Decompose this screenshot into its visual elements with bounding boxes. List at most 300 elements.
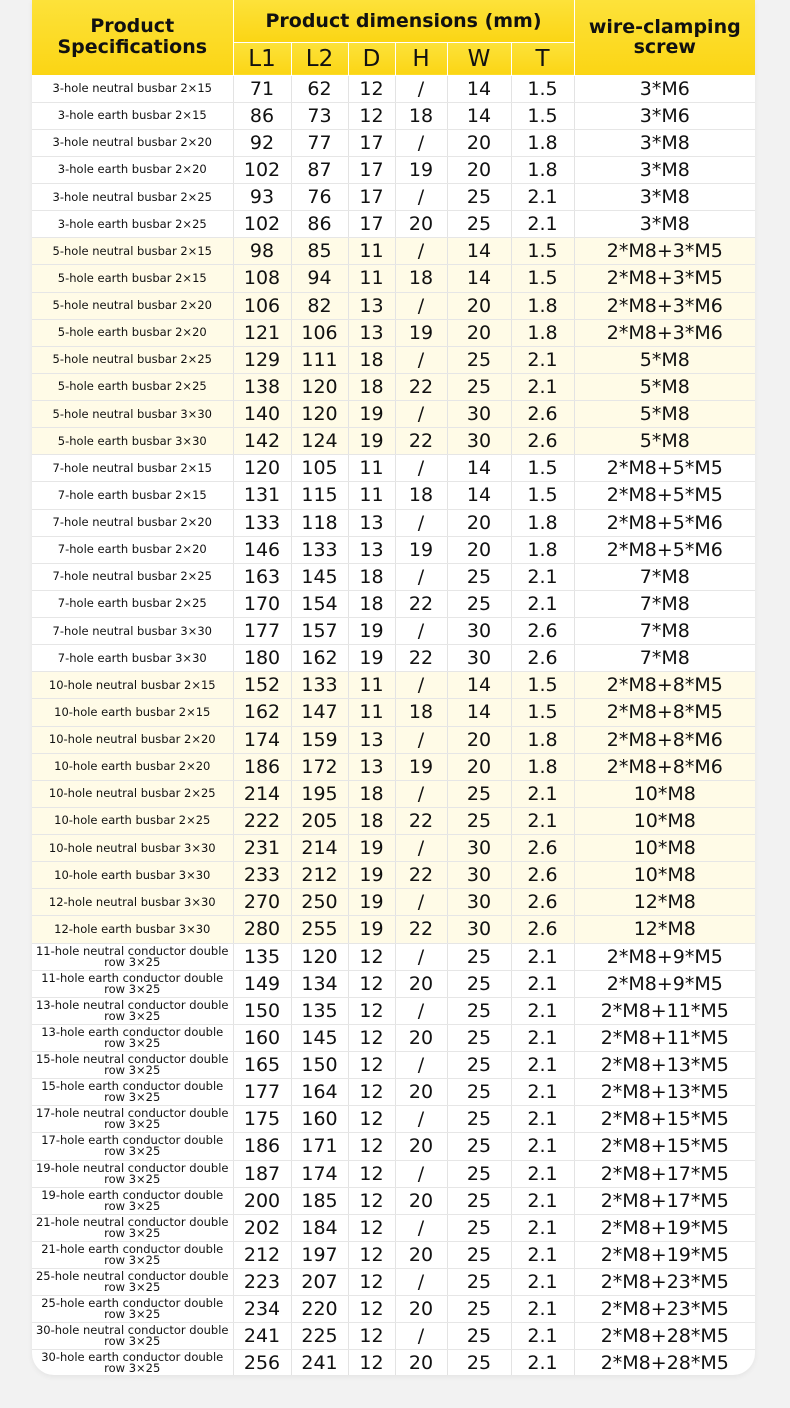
w-cell: 30 (447, 618, 511, 645)
t-cell: 2.6 (511, 645, 574, 672)
d-cell: 12 (348, 1187, 395, 1214)
t-cell: 1.8 (511, 129, 574, 156)
table-row (32, 672, 755, 699)
spec-cell: 12-hole earth busbar 3×30 (32, 916, 233, 943)
t-cell: 2.1 (511, 1350, 574, 1375)
spec-cell: 3-hole earth busbar 2×20 (32, 156, 233, 183)
spec-cell: 13-hole neutral conductor double row 3×25 (32, 997, 233, 1024)
t-cell: 2.1 (511, 1079, 574, 1106)
w-cell: 20 (447, 319, 511, 346)
l1-cell: 280 (233, 916, 291, 943)
t-cell: 2.1 (511, 1133, 574, 1160)
d-cell: 19 (348, 889, 395, 916)
w-cell: 14 (447, 238, 511, 265)
t-cell: 2.1 (511, 943, 574, 970)
spec-cell: 17-hole neutral conductor double row 3×25 (32, 1106, 233, 1133)
t-cell: 1.5 (511, 265, 574, 292)
screw-cell: 3*M6 (574, 102, 755, 129)
spec-cell: 21-hole neutral conductor double row 3×25 (32, 1214, 233, 1241)
dimensions-group-header: Product dimensions (mm) (233, 0, 574, 42)
h-cell: / (395, 184, 447, 211)
t-cell: 2.1 (511, 1269, 574, 1296)
h-cell: / (395, 943, 447, 970)
spec-cell: 5-hole earth busbar 2×20 (32, 319, 233, 346)
d-cell: 13 (348, 292, 395, 319)
d-cell: 12 (348, 970, 395, 997)
t-cell: 2.6 (511, 428, 574, 455)
table-row (32, 455, 755, 482)
w-cell: 25 (447, 1133, 511, 1160)
l2-cell: 118 (291, 509, 348, 536)
spec-cell: 21-hole earth conductor double row 3×25 (32, 1241, 233, 1268)
spec-cell: 7-hole earth busbar 3×30 (32, 645, 233, 672)
h-cell: 22 (395, 645, 447, 672)
w-cell: 25 (447, 1187, 511, 1214)
h-cell: / (395, 618, 447, 645)
h-cell: / (395, 726, 447, 753)
d-cell: 12 (348, 1296, 395, 1323)
l1-cell: 120 (233, 455, 291, 482)
d-cell: 11 (348, 699, 395, 726)
screw-column-header: wire-clamping screw (574, 0, 755, 75)
l1-cell: 200 (233, 1187, 291, 1214)
l2-cell: 154 (291, 590, 348, 617)
table-row (32, 346, 755, 373)
h-cell: / (395, 238, 447, 265)
h-cell: / (395, 563, 447, 590)
d-cell: 12 (348, 1350, 395, 1375)
l2-cell: 145 (291, 1024, 348, 1051)
w-cell: 14 (447, 75, 511, 102)
t-cell: 1.5 (511, 75, 574, 102)
l1-cell: 102 (233, 211, 291, 238)
h-cell: 18 (395, 482, 447, 509)
l1-cell: 135 (233, 943, 291, 970)
d-cell: 11 (348, 238, 395, 265)
d-cell: 12 (348, 1106, 395, 1133)
spec-cell: 17-hole earth conductor double row 3×25 (32, 1133, 233, 1160)
l2-cell: 207 (291, 1269, 348, 1296)
l1-cell: 241 (233, 1323, 291, 1350)
spec-column-header: Product Specifications (32, 0, 233, 75)
screw-cell: 3*M8 (574, 184, 755, 211)
spec-cell: 10-hole neutral busbar 2×15 (32, 672, 233, 699)
h-cell: 20 (395, 1241, 447, 1268)
l2-cell: 241 (291, 1350, 348, 1375)
l2-cell: 135 (291, 997, 348, 1024)
d-cell: 13 (348, 319, 395, 346)
l2-cell: 164 (291, 1079, 348, 1106)
t-cell: 2.6 (511, 835, 574, 862)
w-cell: 20 (447, 536, 511, 563)
column-header-w: W (447, 42, 511, 75)
screw-cell: 12*M8 (574, 889, 755, 916)
t-cell: 2.1 (511, 780, 574, 807)
l1-cell: 222 (233, 807, 291, 834)
screw-cell: 2*M8+19*M5 (574, 1214, 755, 1241)
table-row (32, 1160, 755, 1187)
h-cell: 18 (395, 102, 447, 129)
d-cell: 19 (348, 835, 395, 862)
screw-cell: 5*M8 (574, 373, 755, 400)
table-row (32, 184, 755, 211)
d-cell: 19 (348, 916, 395, 943)
h-cell: 20 (395, 1350, 447, 1375)
t-cell: 2.1 (511, 1241, 574, 1268)
h-cell: / (395, 75, 447, 102)
l2-cell: 73 (291, 102, 348, 129)
l1-cell: 175 (233, 1106, 291, 1133)
h-cell: / (395, 509, 447, 536)
l2-cell: 212 (291, 862, 348, 889)
spec-cell: 11-hole neutral conductor double row 3×25 (32, 943, 233, 970)
table-row (32, 1241, 755, 1268)
t-cell: 2.6 (511, 916, 574, 943)
l1-cell: 108 (233, 265, 291, 292)
w-cell: 25 (447, 970, 511, 997)
d-cell: 17 (348, 129, 395, 156)
l1-cell: 142 (233, 428, 291, 455)
l1-cell: 106 (233, 292, 291, 319)
spec-cell: 7-hole earth busbar 2×15 (32, 482, 233, 509)
l1-cell: 129 (233, 346, 291, 373)
w-cell: 14 (447, 265, 511, 292)
l2-cell: 134 (291, 970, 348, 997)
l2-cell: 174 (291, 1160, 348, 1187)
w-cell: 25 (447, 1323, 511, 1350)
w-cell: 30 (447, 916, 511, 943)
h-cell: 20 (395, 1187, 447, 1214)
l2-cell: 85 (291, 238, 348, 265)
screw-cell: 2*M8+3*M5 (574, 265, 755, 292)
h-cell: 20 (395, 970, 447, 997)
w-cell: 25 (447, 1024, 511, 1051)
table-row (32, 563, 755, 590)
screw-cell: 2*M8+8*M5 (574, 672, 755, 699)
table-row (32, 102, 755, 129)
l2-cell: 82 (291, 292, 348, 319)
w-cell: 25 (447, 590, 511, 617)
d-cell: 12 (348, 1024, 395, 1051)
d-cell: 12 (348, 943, 395, 970)
l2-cell: 171 (291, 1133, 348, 1160)
w-cell: 30 (447, 835, 511, 862)
l1-cell: 212 (233, 1241, 291, 1268)
w-cell: 25 (447, 563, 511, 590)
t-cell: 2.1 (511, 373, 574, 400)
l2-cell: 150 (291, 1052, 348, 1079)
l1-cell: 71 (233, 75, 291, 102)
spec-cell: 3-hole neutral busbar 2×20 (32, 129, 233, 156)
table-row (32, 970, 755, 997)
l1-cell: 186 (233, 753, 291, 780)
w-cell: 25 (447, 373, 511, 400)
screw-cell: 7*M8 (574, 618, 755, 645)
spec-table-card (32, 0, 755, 1375)
l2-cell: 172 (291, 753, 348, 780)
table-row (32, 482, 755, 509)
spec-cell: 7-hole earth busbar 2×25 (32, 590, 233, 617)
column-header-t: T (511, 42, 574, 75)
l1-cell: 131 (233, 482, 291, 509)
table-row (32, 292, 755, 319)
d-cell: 19 (348, 401, 395, 428)
screw-cell: 2*M8+11*M5 (574, 997, 755, 1024)
l2-cell: 160 (291, 1106, 348, 1133)
l2-cell: 111 (291, 346, 348, 373)
screw-cell: 2*M8+8*M6 (574, 753, 755, 780)
h-cell: / (395, 1160, 447, 1187)
l1-cell: 86 (233, 102, 291, 129)
t-cell: 1.8 (511, 319, 574, 346)
h-cell: 20 (395, 1133, 447, 1160)
l1-cell: 231 (233, 835, 291, 862)
h-cell: 22 (395, 373, 447, 400)
screw-cell: 3*M8 (574, 211, 755, 238)
l2-cell: 225 (291, 1323, 348, 1350)
l1-cell: 165 (233, 1052, 291, 1079)
screw-cell: 2*M8+5*M5 (574, 455, 755, 482)
spec-cell: 5-hole neutral busbar 2×15 (32, 238, 233, 265)
table-row (32, 1214, 755, 1241)
d-cell: 18 (348, 373, 395, 400)
t-cell: 2.6 (511, 618, 574, 645)
h-cell: 22 (395, 428, 447, 455)
w-cell: 30 (447, 428, 511, 455)
w-cell: 14 (447, 482, 511, 509)
l2-cell: 62 (291, 75, 348, 102)
table-row (32, 401, 755, 428)
d-cell: 18 (348, 590, 395, 617)
screw-cell: 2*M8+5*M6 (574, 509, 755, 536)
d-cell: 13 (348, 753, 395, 780)
d-cell: 11 (348, 455, 395, 482)
d-cell: 12 (348, 1160, 395, 1187)
screw-cell: 10*M8 (574, 780, 755, 807)
table-row (32, 1296, 755, 1323)
h-cell: 20 (395, 1024, 447, 1051)
l2-cell: 133 (291, 536, 348, 563)
spec-cell: 5-hole earth busbar 2×15 (32, 265, 233, 292)
t-cell: 1.5 (511, 455, 574, 482)
spec-cell: 10-hole neutral busbar 2×25 (32, 780, 233, 807)
l1-cell: 138 (233, 373, 291, 400)
l2-cell: 220 (291, 1296, 348, 1323)
table-row (32, 1106, 755, 1133)
screw-cell: 2*M8+17*M5 (574, 1187, 755, 1214)
l2-cell: 250 (291, 889, 348, 916)
l2-cell: 159 (291, 726, 348, 753)
spec-cell: 5-hole neutral busbar 2×25 (32, 346, 233, 373)
d-cell: 18 (348, 807, 395, 834)
spec-cell: 12-hole neutral busbar 3×30 (32, 889, 233, 916)
t-cell: 1.8 (511, 509, 574, 536)
t-cell: 1.5 (511, 238, 574, 265)
table-row (32, 1323, 755, 1350)
l1-cell: 152 (233, 672, 291, 699)
t-cell: 1.8 (511, 292, 574, 319)
spec-cell: 5-hole neutral busbar 3×30 (32, 401, 233, 428)
d-cell: 12 (348, 1133, 395, 1160)
t-cell: 2.1 (511, 997, 574, 1024)
h-cell: / (395, 455, 447, 482)
l1-cell: 92 (233, 129, 291, 156)
h-cell: 22 (395, 590, 447, 617)
screw-cell: 3*M8 (574, 129, 755, 156)
screw-cell: 2*M8+23*M5 (574, 1269, 755, 1296)
w-cell: 30 (447, 645, 511, 672)
spec-cell: 15-hole earth conductor double row 3×25 (32, 1079, 233, 1106)
table-row (32, 862, 755, 889)
w-cell: 20 (447, 753, 511, 780)
spec-cell: 30-hole earth conductor double row 3×25 (32, 1350, 233, 1375)
w-cell: 25 (447, 1241, 511, 1268)
spec-cell: 7-hole neutral busbar 2×15 (32, 455, 233, 482)
t-cell: 2.1 (511, 1160, 574, 1187)
screw-cell: 7*M8 (574, 590, 755, 617)
screw-cell: 2*M8+9*M5 (574, 943, 755, 970)
spec-cell: 10-hole neutral busbar 2×20 (32, 726, 233, 753)
h-cell: / (395, 672, 447, 699)
t-cell: 2.1 (511, 1323, 574, 1350)
l2-cell: 124 (291, 428, 348, 455)
t-cell: 2.1 (511, 184, 574, 211)
l1-cell: 174 (233, 726, 291, 753)
t-cell: 1.8 (511, 753, 574, 780)
table-header (32, 0, 755, 75)
table-row (32, 997, 755, 1024)
spec-cell: 10-hole neutral busbar 3×30 (32, 835, 233, 862)
w-cell: 14 (447, 102, 511, 129)
table-row (32, 238, 755, 265)
screw-cell: 2*M8+3*M6 (574, 319, 755, 346)
d-cell: 17 (348, 211, 395, 238)
l2-cell: 145 (291, 563, 348, 590)
l1-cell: 160 (233, 1024, 291, 1051)
spec-cell: 11-hole earth conductor double row 3×25 (32, 970, 233, 997)
screw-cell: 12*M8 (574, 916, 755, 943)
w-cell: 14 (447, 455, 511, 482)
w-cell: 14 (447, 672, 511, 699)
table-row (32, 156, 755, 183)
table-row (32, 428, 755, 455)
l2-cell: 77 (291, 129, 348, 156)
spec-cell: 3-hole earth busbar 2×15 (32, 102, 233, 129)
t-cell: 1.8 (511, 726, 574, 753)
screw-cell: 3*M6 (574, 75, 755, 102)
l1-cell: 163 (233, 563, 291, 590)
screw-cell: 2*M8+19*M5 (574, 1241, 755, 1268)
screw-cell: 10*M8 (574, 807, 755, 834)
table-row (32, 807, 755, 834)
h-cell: 22 (395, 916, 447, 943)
table-row (32, 1133, 755, 1160)
d-cell: 19 (348, 862, 395, 889)
screw-cell: 2*M8+13*M5 (574, 1079, 755, 1106)
w-cell: 20 (447, 292, 511, 319)
l1-cell: 202 (233, 1214, 291, 1241)
w-cell: 20 (447, 726, 511, 753)
column-header-d: D (348, 42, 395, 75)
t-cell: 2.6 (511, 401, 574, 428)
l2-cell: 214 (291, 835, 348, 862)
l2-cell: 120 (291, 943, 348, 970)
d-cell: 13 (348, 536, 395, 563)
l1-cell: 187 (233, 1160, 291, 1187)
spec-cell: 25-hole neutral conductor double row 3×25 (32, 1269, 233, 1296)
d-cell: 12 (348, 102, 395, 129)
h-cell: / (395, 1106, 447, 1133)
w-cell: 25 (447, 1214, 511, 1241)
l1-cell: 186 (233, 1133, 291, 1160)
table-row (32, 509, 755, 536)
d-cell: 19 (348, 618, 395, 645)
table-row (32, 780, 755, 807)
l2-cell: 147 (291, 699, 348, 726)
h-cell: / (395, 780, 447, 807)
l1-cell: 223 (233, 1269, 291, 1296)
t-cell: 2.1 (511, 590, 574, 617)
w-cell: 20 (447, 129, 511, 156)
t-cell: 2.6 (511, 862, 574, 889)
d-cell: 17 (348, 156, 395, 183)
d-cell: 11 (348, 265, 395, 292)
table-row (32, 1187, 755, 1214)
spec-cell: 7-hole neutral busbar 3×30 (32, 618, 233, 645)
spec-cell: 13-hole earth conductor double row 3×25 (32, 1024, 233, 1051)
l2-cell: 197 (291, 1241, 348, 1268)
screw-cell: 2*M8+3*M6 (574, 292, 755, 319)
l1-cell: 256 (233, 1350, 291, 1375)
h-cell: 19 (395, 319, 447, 346)
w-cell: 25 (447, 1350, 511, 1375)
t-cell: 1.5 (511, 102, 574, 129)
screw-cell: 7*M8 (574, 645, 755, 672)
w-cell: 25 (447, 184, 511, 211)
l2-cell: 120 (291, 401, 348, 428)
screw-cell: 2*M8+15*M5 (574, 1106, 755, 1133)
h-cell: 22 (395, 807, 447, 834)
w-cell: 20 (447, 509, 511, 536)
table-row (32, 1269, 755, 1296)
column-header-h: H (395, 42, 447, 75)
spec-cell: 10-hole earth busbar 2×20 (32, 753, 233, 780)
screw-cell: 7*M8 (574, 563, 755, 590)
d-cell: 17 (348, 184, 395, 211)
l2-cell: 205 (291, 807, 348, 834)
spec-cell: 30-hole neutral conductor double row 3×25 (32, 1323, 233, 1350)
t-cell: 1.8 (511, 156, 574, 183)
h-cell: / (395, 292, 447, 319)
h-cell: / (395, 1269, 447, 1296)
table-row (32, 1052, 755, 1079)
spec-cell: 7-hole neutral busbar 2×25 (32, 563, 233, 590)
spec-cell: 5-hole neutral busbar 2×20 (32, 292, 233, 319)
screw-cell: 2*M8+15*M5 (574, 1133, 755, 1160)
l2-cell: 133 (291, 672, 348, 699)
table-row (32, 889, 755, 916)
l2-cell: 76 (291, 184, 348, 211)
h-cell: 22 (395, 862, 447, 889)
w-cell: 30 (447, 862, 511, 889)
l2-cell: 184 (291, 1214, 348, 1241)
l2-cell: 120 (291, 373, 348, 400)
table-row (32, 319, 755, 346)
column-header-l2: L2 (291, 42, 348, 75)
table-row (32, 916, 755, 943)
spec-cell: 3-hole earth busbar 2×25 (32, 211, 233, 238)
w-cell: 30 (447, 889, 511, 916)
